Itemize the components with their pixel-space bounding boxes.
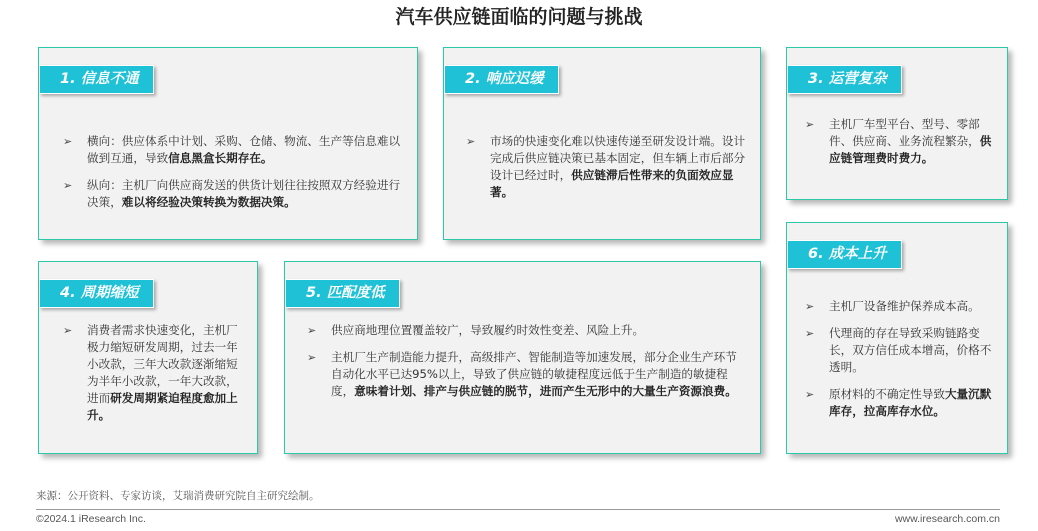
website-link[interactable]: www.iresearch.com.cn: [894, 513, 1000, 525]
bullet-list: [805, 116, 995, 177]
arrow-bullet-icon: ➢: [307, 351, 317, 364]
list-item: ➢ 纵向：主机厂向供应商发送的供货计划往往按照双方经验进行决策，难以将经验决策转换为数据决策。: [63, 178, 401, 209]
footer-divider: [36, 509, 1000, 510]
bullet-list: [805, 298, 997, 430]
card-tag: 4. 周期缩短: [39, 279, 154, 308]
list-item: ➢ 主机厂设备维护保养成本高。: [805, 299, 980, 313]
arrow-bullet-icon: ➢: [63, 135, 73, 148]
card-shorter-cycle: [38, 261, 258, 454]
bullet-list: [307, 322, 747, 410]
bullet-list: [466, 133, 746, 211]
copyright-text: ©2024.1 iResearch Inc.: [36, 513, 146, 525]
list-item: ➢ 代理商的存在导致采购链路变长，双方信任成本增高，价格不透明。: [805, 326, 992, 374]
arrow-bullet-icon: ➢: [466, 135, 476, 148]
list-item: ➢ 供应商地理位置覆盖较广，导致履约时效性变差、风险上升。: [307, 323, 645, 337]
arrow-bullet-icon: ➢: [805, 118, 815, 131]
card-info-silo: [38, 47, 418, 240]
card-slow-response: [443, 47, 761, 240]
card-tag: 1. 信息不通: [39, 65, 154, 94]
card-complex-operation: [786, 47, 1008, 200]
arrow-bullet-icon: ➢: [805, 388, 815, 401]
arrow-bullet-icon: ➢: [805, 327, 815, 340]
list-item: ➢ 消费者需求快速变化，主机厂极力缩短研发周期，过去一年小改款，三年大改款逐渐缩短为半年小改款，一年大改款，进而研发周期紧迫程度愈加上升。: [63, 323, 238, 422]
arrow-bullet-icon: ➢: [63, 179, 73, 192]
list-item: ➢ 市场的快速变化难以快速传递至研发设计端。设计完成后供应链决策已基本固定，但车辆上市后部分设计已经过时，供应链滞后性带来的负面效应显著。: [466, 134, 746, 199]
card-tag: 3. 运营复杂: [787, 65, 902, 94]
card-rising-cost: [786, 222, 1008, 454]
arrow-bullet-icon: ➢: [805, 300, 815, 313]
card-tag: 2. 响应迟缓: [444, 65, 559, 94]
bullet-list: [63, 133, 403, 221]
list-item: ➢ 主机厂车型平台、型号、零部件、供应商、业务流程繁杂，供应链管理费时费力。: [805, 117, 992, 165]
card-tag: 6. 成本上升: [787, 240, 902, 269]
arrow-bullet-icon: ➢: [307, 324, 317, 337]
arrow-bullet-icon: ➢: [63, 324, 73, 337]
list-item: ➢ 横向：供应体系中计划、采购、仓储、物流、生产等信息难以做到互通，导致信息黑盒长期存在。: [63, 134, 401, 165]
page-title: 汽车供应链面临的问题与挑战: [395, 6, 643, 28]
bullet-list: [63, 322, 243, 434]
card-low-match: [284, 261, 761, 454]
card-tag: 5. 匹配度低: [285, 279, 400, 308]
list-item: ➢ 原材料的不确定性导致大量沉默库存，拉高库存水位。: [805, 387, 992, 418]
list-item: ➢ 主机厂生产制造能力提升，高级排产、智能制造等加速发展，部分企业生产环节自动化水平已达95%以上，导致了供应链的敏捷程度远低于生产制造的敏捷程度，意味着计划、排产与供应链的脱节，进而产生无形中的大量生产资源浪费。: [307, 350, 737, 398]
source-note: 来源：公开资料、专家访谈，艾瑞消费研究院自主研究绘制。: [36, 490, 320, 502]
